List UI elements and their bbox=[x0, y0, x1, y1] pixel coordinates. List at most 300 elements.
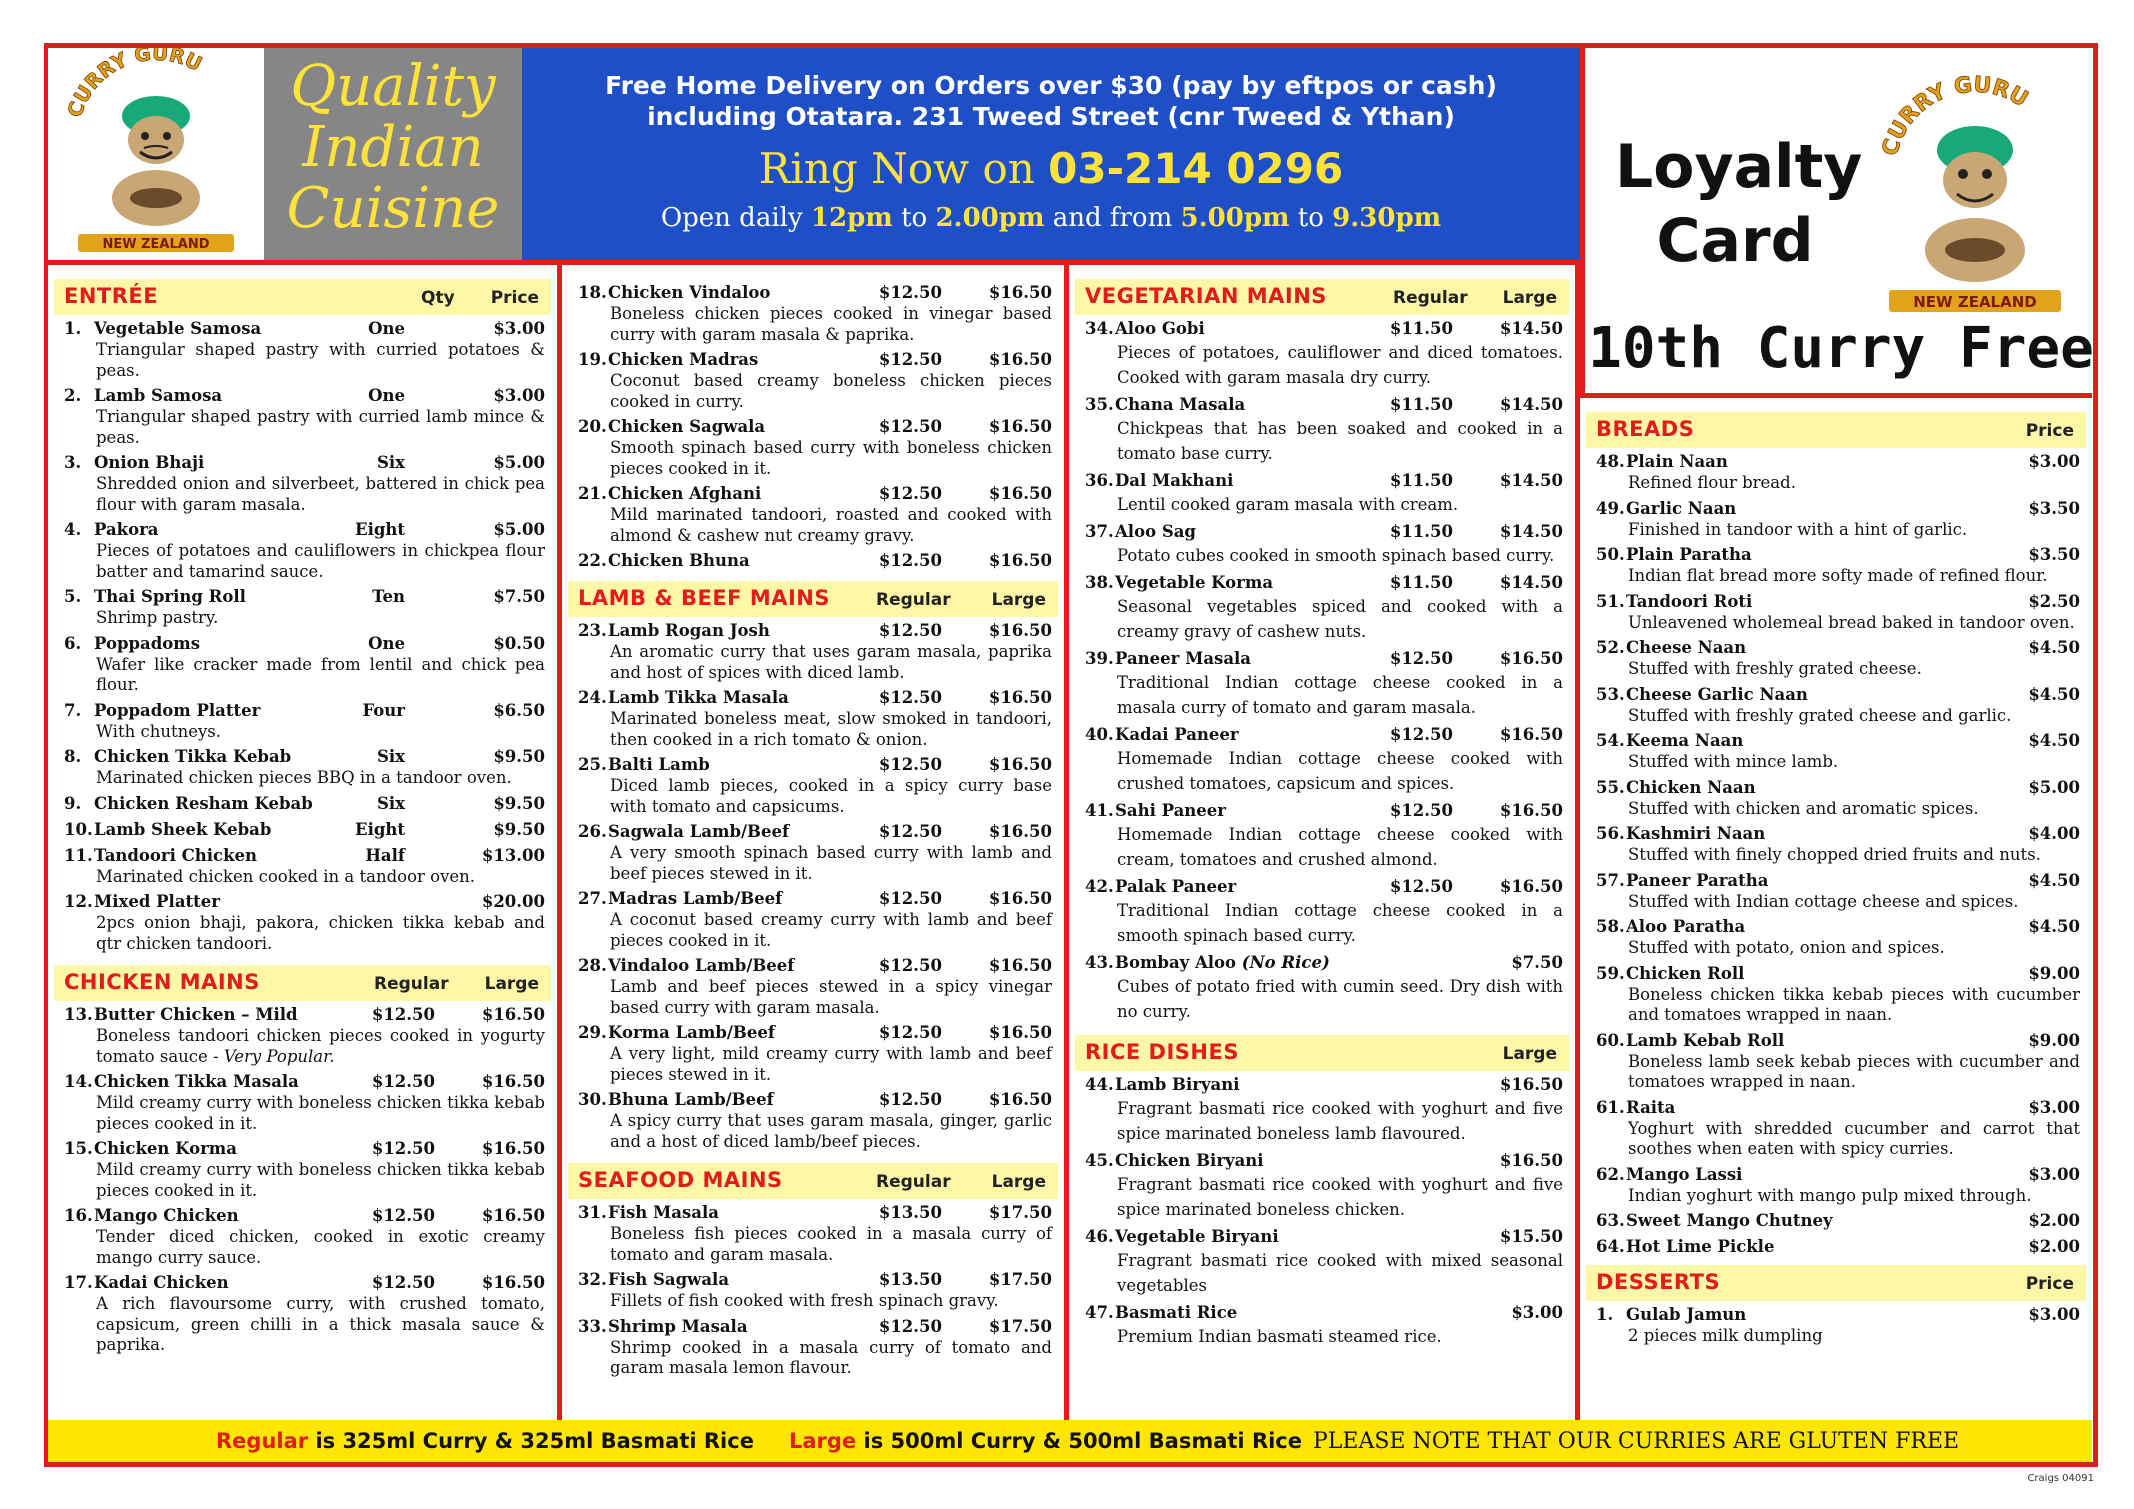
section-header-lamb bbox=[568, 581, 1058, 617]
col-head-2: Large bbox=[484, 974, 539, 994]
menu-item-title: Mango Chicken bbox=[94, 1206, 239, 1225]
menu-item-price: $20.00 bbox=[481, 892, 545, 911]
menu-item-qty: One bbox=[368, 386, 405, 405]
menu-item-title: Shrimp Masala bbox=[608, 1316, 748, 1336]
menu-item-title: Chicken Resham Kebab bbox=[94, 793, 313, 813]
menu-item-price-regular: $12.50 bbox=[878, 484, 942, 503]
menu-item-name bbox=[578, 350, 758, 371]
menu-item-title: Chicken Tikka Masala bbox=[94, 1072, 299, 1091]
menu-item-description: Pieces of potatoes and cauliflowers in chickpea flour batter and tamarind sauce. bbox=[96, 541, 545, 581]
menu-item-number: 58. bbox=[1596, 917, 1625, 936]
menu-item-name bbox=[578, 1023, 775, 1044]
menu-item-qty: Six bbox=[376, 793, 405, 813]
menu-item-name bbox=[578, 283, 770, 304]
menu-item-number: 32. bbox=[578, 1270, 607, 1289]
menu-item-row bbox=[578, 956, 1052, 977]
menu-item-price: $16.50 bbox=[988, 350, 1052, 369]
menu-item-title: Poppadoms bbox=[94, 633, 201, 653]
menu-item-row bbox=[578, 889, 1052, 910]
menu-item-description: Shrimp cooked in a masala curry of tomato and garam masala lemon flavour. bbox=[610, 1337, 1052, 1377]
menu-item-description: Finished in tandoor with a hint of garlic. bbox=[1628, 519, 1968, 539]
menu-item-price-regular: $11.50 bbox=[1389, 573, 1453, 592]
menu-item-description: A very light, mild creamy curry with lamb and beef pieces stewed in it. bbox=[610, 1044, 1052, 1084]
menu-item-price: $7.50 bbox=[1511, 953, 1563, 972]
menu-item-price: $16.50 bbox=[1499, 649, 1563, 668]
menu-item-name bbox=[64, 520, 158, 541]
section-header-chicken bbox=[54, 965, 551, 1001]
menu-item-price: $17.50 bbox=[988, 1203, 1052, 1222]
menu-item-description: Homemade Indian cottage cheese cooked with cream, tomatoes and crushed almond. bbox=[1117, 825, 1563, 869]
section-header-veg bbox=[1075, 279, 1569, 315]
menu-item-name bbox=[1085, 649, 1251, 670]
menu-item-number: 54. bbox=[1596, 731, 1625, 750]
menu-item-price-regular: $12.50 bbox=[878, 621, 942, 640]
menu-item bbox=[578, 1270, 1052, 1312]
menu-item-name bbox=[1085, 471, 1233, 492]
menu-item-name bbox=[64, 634, 200, 655]
menu-item-number: 43. bbox=[1085, 953, 1114, 972]
quality-indian-cuisine bbox=[264, 48, 522, 260]
menu-item-number: 59. bbox=[1596, 963, 1625, 983]
menu-item-name bbox=[578, 1203, 719, 1224]
menu-item-row bbox=[1596, 452, 2080, 473]
menu-item-price-regular: $12.50 bbox=[878, 283, 942, 302]
menu-item-title: Vegetable Samosa bbox=[94, 319, 262, 338]
menu-item-description: Marinated chicken pieces BBQ in a tandoor oven. bbox=[96, 768, 512, 787]
menu-item-qty: Eight bbox=[355, 819, 405, 839]
menu-item bbox=[1596, 1031, 2080, 1093]
menu-item-price: $16.50 bbox=[988, 417, 1052, 436]
menu-item-row bbox=[1596, 638, 2080, 659]
menu-item-title: Kadai Chicken bbox=[94, 1273, 229, 1292]
menu-item-row bbox=[578, 350, 1052, 371]
menu-item-title: Bhuna Lamb/Beef bbox=[608, 1090, 774, 1109]
menu-item-row bbox=[578, 1270, 1052, 1291]
svg-text:CURRY GURU: CURRY GURU bbox=[62, 48, 206, 121]
menu-item-title: Tandoori Chicken bbox=[94, 845, 258, 865]
menu-item-name bbox=[64, 794, 313, 815]
menu-item-price: $16.50 bbox=[988, 1090, 1052, 1109]
menu-item-number: 60. bbox=[1596, 1030, 1625, 1050]
menu-item-number: 38. bbox=[1085, 573, 1114, 592]
section-header-breads bbox=[1586, 412, 2086, 448]
menu-item-title: Lamb Biryani bbox=[1115, 1075, 1240, 1094]
menu-item-number: 42. bbox=[1085, 877, 1114, 896]
menu-item bbox=[578, 956, 1052, 1018]
menu-item-name bbox=[1085, 1303, 1237, 1324]
menu-item bbox=[1085, 522, 1563, 568]
menu-item bbox=[578, 551, 1052, 572]
menu-item-title: Chana Masala bbox=[1115, 395, 1246, 414]
menu-item-row bbox=[1596, 1305, 2080, 1326]
menu-item-name bbox=[64, 892, 220, 913]
col-head-1: Regular bbox=[1393, 288, 1468, 308]
menu-item-row bbox=[1596, 824, 2080, 845]
delivery-banner bbox=[522, 48, 1580, 260]
menu-item-price: $9.50 bbox=[493, 747, 545, 766]
menu-item-row bbox=[1085, 319, 1563, 340]
menu-item-title: Cheese Garlic Naan bbox=[1626, 684, 1808, 704]
menu-item-price: $4.50 bbox=[2028, 870, 2080, 890]
menu-item-row bbox=[1596, 592, 2080, 613]
menu-item-name bbox=[64, 453, 204, 474]
menu-item bbox=[578, 1203, 1052, 1265]
menu-item-number: 12. bbox=[64, 892, 93, 911]
menu-item bbox=[578, 1023, 1052, 1085]
menu-item-name bbox=[1596, 1211, 1833, 1232]
chicken-list bbox=[48, 1001, 557, 1356]
phone-number[interactable]: 03-214 0296 bbox=[1048, 144, 1344, 193]
regular-word: Regular bbox=[216, 1429, 309, 1453]
menu-item-price: $4.50 bbox=[2028, 684, 2080, 704]
menu-item-row bbox=[1085, 471, 1563, 492]
menu-item-name bbox=[1596, 778, 1756, 799]
menu-item-number: 47. bbox=[1085, 1303, 1114, 1322]
menu-item-price: $9.50 bbox=[493, 793, 545, 813]
menu-item-name bbox=[1085, 877, 1236, 898]
menu-item-row bbox=[1085, 953, 1563, 974]
menu-item-number: 62. bbox=[1596, 1164, 1625, 1184]
menu-item-price-regular: $12.50 bbox=[1389, 877, 1453, 896]
menu-item-price-regular: $12.50 bbox=[878, 889, 942, 908]
menu-item-price: $3.00 bbox=[493, 386, 545, 405]
menu-item-price-regular: $11.50 bbox=[1389, 522, 1453, 541]
column-3 bbox=[1069, 260, 1580, 1420]
menu-item-number: 1. bbox=[64, 319, 82, 338]
menu-item bbox=[1596, 1305, 2080, 1347]
menu-item-description: Stuffed with freshly grated cheese. bbox=[1628, 659, 1922, 678]
menu-item-number: 8. bbox=[64, 747, 82, 766]
menu-item-description: Traditional Indian cottage cheese cooked in a smooth spinach based curry. bbox=[1117, 901, 1563, 945]
menu-item bbox=[578, 484, 1052, 546]
menu-item-number: 16. bbox=[64, 1206, 93, 1225]
menu-item-number: 28. bbox=[578, 956, 607, 975]
desserts-list bbox=[1580, 1301, 2092, 1347]
seafood-list bbox=[562, 1199, 1064, 1379]
menu-item-name bbox=[1596, 499, 1736, 520]
menu-item-row bbox=[578, 1090, 1052, 1111]
menu-item bbox=[1085, 573, 1563, 644]
menu-item-price: $16.50 bbox=[1499, 877, 1563, 896]
menu-item bbox=[1085, 319, 1563, 390]
menu-item-title: Paneer Paratha bbox=[1626, 870, 1769, 890]
menu-item-description: Mild creamy curry with boneless chicken tikka kebab pieces cooked in it. bbox=[96, 1093, 545, 1133]
menu-item-title: Chicken Naan bbox=[1626, 777, 1756, 797]
menu-item-number: 11. bbox=[64, 845, 93, 865]
regular-note bbox=[216, 1429, 754, 1453]
veg-list bbox=[1069, 315, 1575, 1024]
chicken-list-cont bbox=[562, 279, 1064, 572]
menu-item-title: Raita bbox=[1626, 1097, 1676, 1117]
menu-item-title: Thai Spring Roll bbox=[94, 587, 246, 606]
menu-item-number: 56. bbox=[1596, 824, 1625, 843]
menu-item-price: $6.50 bbox=[493, 700, 545, 720]
menu-item-name bbox=[578, 1090, 774, 1111]
menu-item-number: 6. bbox=[64, 633, 82, 653]
menu-item-price: $16.50 bbox=[1499, 725, 1563, 744]
menu-item-description: Mild marinated tandoori, roasted and cooked with almond & cashew nut creamy gravy. bbox=[610, 505, 1052, 545]
menu-item-description: Mild creamy curry with boneless chicken tikka kebab pieces cooked in it. bbox=[96, 1160, 545, 1200]
menu-item-row bbox=[1085, 877, 1563, 898]
menu-item-price-regular: $12.50 bbox=[371, 1273, 435, 1292]
tagline-line2: Indian bbox=[302, 115, 484, 180]
menu-item-row bbox=[64, 1273, 545, 1294]
loyalty-line2: Card bbox=[1656, 206, 1814, 276]
menu-item bbox=[64, 820, 545, 841]
menu-item-price: $9.50 bbox=[493, 819, 545, 839]
menu-item-title: Hot Lime Pickle bbox=[1626, 1237, 1775, 1256]
menu-item-row bbox=[1596, 499, 2080, 520]
menu-item bbox=[1596, 1165, 2080, 1207]
menu-item-row bbox=[1085, 395, 1563, 416]
menu-item-title: Mixed Platter bbox=[94, 892, 220, 911]
menu-item-description: Boneless lamb seek kebab pieces with cucumber and tomatoes wrapped in naan. bbox=[1628, 1051, 2080, 1091]
menu-item-name bbox=[1085, 725, 1239, 746]
menu-item-qty: Six bbox=[376, 453, 405, 472]
menu-item-qty: One bbox=[368, 319, 405, 338]
menu-item-price: $17.50 bbox=[988, 1270, 1052, 1289]
menu-item-row bbox=[578, 822, 1052, 843]
menu-item-title: Vegetable Biryani bbox=[1115, 1227, 1279, 1246]
menu-item-price: $16.50 bbox=[988, 889, 1052, 908]
menu-item-row bbox=[1085, 801, 1563, 822]
open-mid1: to bbox=[901, 203, 928, 233]
menu-item-description: Indian yoghurt with mango pulp mixed through. bbox=[1628, 1185, 2032, 1205]
menu-item-number: 27. bbox=[578, 889, 607, 908]
menu-item-description: Fragrant basmati rice cooked with yoghurt and five spice marinated boneless lamb flavoured. bbox=[1117, 1099, 1563, 1143]
menu-item-title: Garlic Naan bbox=[1626, 498, 1737, 518]
menu-item-title: Dal Makhani bbox=[1115, 471, 1234, 490]
menu-item bbox=[1596, 638, 2080, 680]
menu-item-price-regular: $12.50 bbox=[878, 551, 942, 570]
menu-item-number: 1. bbox=[1596, 1305, 1614, 1324]
menu-item-price: $3.00 bbox=[2028, 1097, 2080, 1117]
menu-item bbox=[1085, 1075, 1563, 1146]
menu-item-price-regular: $12.50 bbox=[878, 350, 942, 369]
menu-item bbox=[64, 846, 545, 888]
menu-item-price-regular: $12.50 bbox=[371, 1005, 435, 1024]
menu-item-price-regular: $11.50 bbox=[1389, 395, 1453, 414]
menu-item-name bbox=[1596, 1305, 1746, 1326]
menu-item-name bbox=[64, 386, 222, 407]
loyalty-offer: 10th Curry Free bbox=[1588, 316, 2094, 381]
menu-item-row bbox=[578, 621, 1052, 642]
menu-item-title: Chicken Afghani bbox=[608, 484, 762, 503]
large-word: Large bbox=[789, 1429, 857, 1453]
menu-item-price: $2.00 bbox=[2028, 1211, 2080, 1230]
opening-hours bbox=[522, 203, 1580, 233]
menu-item-title: Aloo Gobi bbox=[1115, 319, 1205, 338]
menu-item-price: $9.00 bbox=[2028, 1030, 2080, 1050]
col-head-2: Price bbox=[2025, 1274, 2074, 1294]
menu-item-row bbox=[1596, 545, 2080, 566]
menu-item-number: 35. bbox=[1085, 395, 1114, 414]
menu-item-title: Keema Naan bbox=[1626, 731, 1744, 750]
menu-item-row bbox=[1596, 1237, 2080, 1258]
menu-item-title: Fish Masala bbox=[608, 1203, 719, 1222]
menu-item bbox=[64, 1072, 545, 1134]
menu-item-description: Boneless tandoori chicken pieces cooked in yogurty tomato sauce - Very Popular. bbox=[96, 1026, 545, 1066]
menu-item-name bbox=[1596, 1031, 1784, 1052]
menu-item-description: Chickpeas that has been soaked and cooked in a tomato base curry. bbox=[1117, 419, 1563, 463]
menu-item-price: $16.50 bbox=[988, 822, 1052, 841]
ring-label: Ring Now on bbox=[758, 144, 1035, 193]
menu-item-title: Kashmiri Naan bbox=[1626, 824, 1766, 843]
menu-item-name bbox=[578, 889, 782, 910]
menu-item-price-regular: $12.50 bbox=[1389, 649, 1453, 668]
menu-item-title: Basmati Rice bbox=[1115, 1303, 1238, 1322]
menu-item bbox=[1085, 395, 1563, 466]
menu-item-row bbox=[64, 319, 545, 340]
section-header-rice bbox=[1075, 1035, 1569, 1071]
menu-item-row bbox=[64, 794, 545, 815]
menu-item-title: Sweet Mango Chutney bbox=[1626, 1211, 1833, 1230]
menu-item-row bbox=[1596, 1211, 2080, 1232]
menu-item-description: Tender diced chicken, cooked in exotic creamy mango curry sauce. bbox=[96, 1227, 545, 1267]
menu-item bbox=[64, 892, 545, 954]
menu-item-price: $3.00 bbox=[2028, 452, 2080, 471]
menu-item-price: $4.50 bbox=[2028, 731, 2080, 750]
menu-item bbox=[1596, 778, 2080, 820]
menu-item-number: 51. bbox=[1596, 591, 1625, 611]
menu-item-qty: Six bbox=[376, 747, 405, 766]
menu-item-description: Shredded onion and silverbeet, battered in chick pea flour with garam masala. bbox=[96, 474, 545, 514]
large-note bbox=[789, 1429, 1302, 1453]
menu-item-row bbox=[578, 1203, 1052, 1224]
menu-item-number: 4. bbox=[64, 520, 82, 539]
menu-item-name bbox=[1085, 801, 1226, 822]
menu-item-name bbox=[64, 1273, 229, 1294]
menu-item-qty: Half bbox=[365, 845, 405, 865]
menu-item-name bbox=[1596, 1098, 1675, 1119]
menu-item-number: 9. bbox=[64, 793, 82, 813]
menu-item-description: A very smooth spinach based curry with lamb and beef pieces stewed in it. bbox=[610, 843, 1052, 883]
gluten-free-note: PLEASE NOTE THAT OUR CURRIES ARE GLUTEN FREE bbox=[1313, 1429, 1960, 1454]
menu-item bbox=[1085, 725, 1563, 796]
section-title: RICE DISHES bbox=[1085, 1040, 1239, 1064]
menu-item-description: Refined flour bread. bbox=[1628, 473, 1796, 492]
menu-item-number: 46. bbox=[1085, 1227, 1114, 1246]
menu-item-description: Stuffed with freshly grated cheese and garlic. bbox=[1628, 705, 2012, 725]
menu-item-description: An aromatic curry that uses garam masala, paprika and host of spices with diced lamb. bbox=[610, 642, 1052, 682]
svg-text:NEW ZEALAND: NEW ZEALAND bbox=[1913, 293, 2037, 311]
menu-item-name bbox=[1596, 871, 1768, 892]
menu-item-description: Unleavened wholemeal bread baked in tandoor oven. bbox=[1628, 612, 2075, 632]
menu-item-title: Chicken Roll bbox=[1626, 963, 1745, 983]
menu-item-title: Cheese Naan bbox=[1626, 638, 1747, 657]
menu-item-price: $14.50 bbox=[1499, 471, 1563, 490]
menu-item-row bbox=[578, 484, 1052, 505]
menu-item-name bbox=[578, 1270, 729, 1291]
menu-item-title: Vegetable Korma bbox=[1115, 573, 1274, 592]
menu-item bbox=[1085, 877, 1563, 948]
portion-footer bbox=[48, 1420, 2092, 1462]
menu-item-description: Boneless chicken pieces cooked in vinegar based curry with garam masala & paprika. bbox=[610, 304, 1052, 344]
loyalty-title bbox=[1615, 130, 1863, 278]
menu-item-name bbox=[64, 1072, 299, 1093]
menu-item-row bbox=[1596, 1098, 2080, 1119]
menu-item-description: With chutneys. bbox=[96, 721, 221, 741]
menu-item-title: Paneer Masala bbox=[1115, 649, 1251, 668]
menu-item-description: Coconut based creamy boneless chicken pieces cooked in curry. bbox=[610, 371, 1052, 411]
menu-item-name bbox=[578, 956, 794, 977]
menu-item-price: $16.50 bbox=[988, 551, 1052, 570]
menu-item bbox=[1596, 1237, 2080, 1258]
menu-item-name bbox=[1596, 1237, 1774, 1258]
menu-item-name bbox=[1596, 592, 1752, 613]
menu-item-number: 2. bbox=[64, 386, 82, 405]
menu-item-price-regular: $13.50 bbox=[878, 1270, 942, 1289]
menu-item-number: 10. bbox=[64, 819, 93, 839]
menu-item-row bbox=[1085, 522, 1563, 543]
menu-item-price: $16.50 bbox=[481, 1273, 545, 1292]
menu-item-title: Plain Paratha bbox=[1626, 545, 1752, 564]
menu-item-number: 63. bbox=[1596, 1211, 1625, 1230]
menu-item-number: 39. bbox=[1085, 649, 1114, 668]
menu-item-name bbox=[1596, 685, 1808, 706]
menu-item-title: Aloo Paratha bbox=[1626, 917, 1746, 936]
menu-item-row bbox=[1596, 778, 2080, 799]
menu-item-row bbox=[1085, 725, 1563, 746]
menu-item-price: $16.50 bbox=[481, 1005, 545, 1024]
menu-item-number: 15. bbox=[64, 1139, 93, 1158]
menu-item-title: Chicken Vindaloo bbox=[608, 283, 771, 302]
menu-item-name bbox=[1085, 319, 1205, 340]
column-1 bbox=[48, 260, 562, 1420]
menu-item-row bbox=[578, 688, 1052, 709]
menu-item-description: Boneless fish pieces cooked in a masala curry of tomato and garam masala. bbox=[610, 1224, 1052, 1264]
menu-item-description: Stuffed with potato, onion and spices. bbox=[1628, 938, 1945, 957]
menu-item-title: Lamb Tikka Masala bbox=[608, 688, 789, 707]
menu-item-number: 23. bbox=[578, 621, 607, 640]
menu-item-name bbox=[1085, 395, 1245, 416]
section-title: BREADS bbox=[1596, 417, 1695, 441]
menu-item-name bbox=[1596, 452, 1728, 473]
menu-item-description: Stuffed with Indian cottage cheese and spices. bbox=[1628, 891, 2019, 911]
print-code: Craigs 04091 bbox=[2027, 1473, 2094, 1484]
menu-item-name bbox=[64, 319, 261, 340]
menu-item-price-regular: $12.50 bbox=[878, 688, 942, 707]
menu-item-number: 64. bbox=[1596, 1237, 1625, 1256]
menu-item-name bbox=[1085, 1075, 1239, 1096]
menu-item bbox=[1085, 1151, 1563, 1222]
column-4 bbox=[1580, 398, 2092, 1420]
menu-item-number: 34. bbox=[1085, 319, 1114, 338]
chef-logo-icon bbox=[48, 48, 264, 260]
menu-item-description: Lentil cooked garam masala with cream. bbox=[1117, 495, 1459, 514]
section-title: DESSERTS bbox=[1596, 1270, 1721, 1294]
menu-item-description: Indian flat bread more softy made of refined flour. bbox=[1628, 566, 2048, 585]
menu-item-price: $14.50 bbox=[1499, 522, 1563, 541]
menu-item-name bbox=[1085, 1227, 1279, 1248]
menu-item-description: Potato cubes cooked in smooth spinach based curry. bbox=[1117, 546, 1555, 565]
menu-item-price: $16.50 bbox=[988, 956, 1052, 975]
menu-item bbox=[64, 1139, 545, 1201]
menu-item-title: Chicken Biryani bbox=[1115, 1151, 1264, 1170]
delivery-line1: Free Home Delivery on Orders over $30 (pay by eftpos or cash) bbox=[605, 71, 1497, 100]
menu-item-name bbox=[1085, 573, 1273, 594]
menu-item-description: Boneless chicken tikka kebab pieces with cucumber and tomatoes wrapped in naan. bbox=[1628, 984, 2080, 1024]
menu-item-number: 45. bbox=[1085, 1151, 1114, 1170]
menu-item-title: Palak Paneer bbox=[1115, 877, 1237, 896]
menu-item bbox=[64, 1005, 545, 1067]
menu-item-name bbox=[578, 621, 770, 642]
menu-item-name bbox=[578, 1317, 748, 1338]
menu-item-name bbox=[64, 820, 271, 841]
svg-text:NEW ZEALAND: NEW ZEALAND bbox=[102, 237, 210, 252]
menu-item-name bbox=[1596, 824, 1765, 845]
col-head-2: Price bbox=[490, 288, 539, 308]
